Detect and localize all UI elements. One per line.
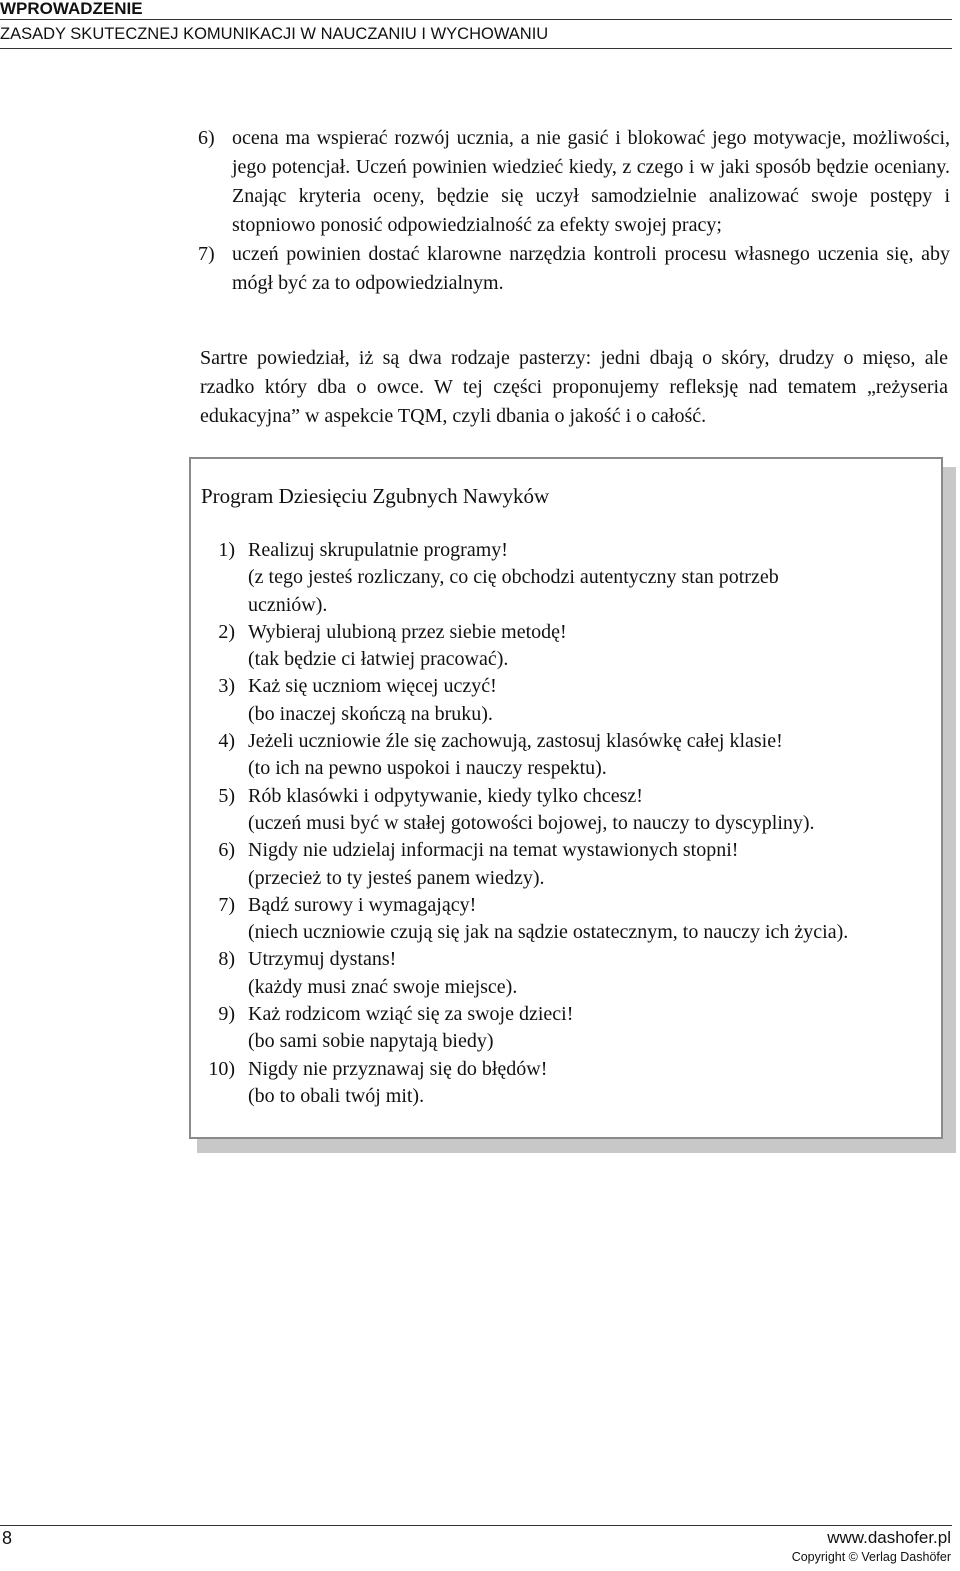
body-paragraph: Sartre powiedział, iż są dwa rodzaje pasterzy: jedni dbają o skóry, drudzy o mięso, ale rzadko który dba o owce. W tej części proponujemy refleksję nad tematem „reżyseria edukacyjna” w aspekcie TQM, czyli dbania o jakość i o całość. — [200, 347, 948, 427]
rule-comment: (z tego jesteś rozliczany, co cię obchodzi autentyczny stan potrzeb — [248, 566, 779, 589]
footer-divider — [0, 1525, 952, 1526]
rule-comment: (uczeń musi być w stałej gotowości bojowej, to nauczy to dyscypliny). — [248, 811, 815, 834]
list-item-text: uczeń powinien dostać klarowne narzędzia kontroli procesu własnego uczenia się, aby mógł być za to odpowiedzialnym. — [232, 243, 950, 294]
list-item-text: ocena ma wspierać rozwój ucznia, a nie gasić i blokować jego motywacje, możliwości, jego potencjał. Uczeń powinien wiedzieć kiedy, z czego i w jaki sposób będzie oceniany. Znając kryteria oceny, będzie się uczył samodzielnie analizować swoje postępy i stopniowo ponosić odpowiedzialność za efekty swojej pracy; — [232, 127, 950, 236]
rule-comment: (to ich na pewno uspokoi i nauczy respektu). — [248, 757, 607, 780]
rule-text: Każ się uczniom więcej uczyć! — [248, 675, 497, 698]
section-header: WPROWADZENIE — [0, 0, 143, 18]
chapter-title: ZASADY SKUTECZNEJ KOMUNIKACJI W NAUCZANIU I WYCHOWANIU — [0, 25, 549, 43]
rule-text: Wybieraj ulubioną przez siebie metodę! — [248, 620, 567, 643]
rule-text: Każ rodzicom wziąć się za swoje dzieci! — [248, 1003, 574, 1026]
header-divider-bottom — [0, 48, 952, 49]
rule-number: 8) — [218, 948, 235, 971]
rule-item — [201, 537, 941, 619]
rule-comment: (bo to obali twój mit). — [248, 1084, 425, 1107]
rule-item — [201, 619, 941, 674]
rule-item — [201, 673, 941, 728]
rule-text: Nigdy nie przyznawaj się do błędów! — [248, 1057, 548, 1080]
list-item-number: 7) — [198, 243, 215, 265]
rule-number: 2) — [218, 620, 235, 643]
rule-item — [201, 946, 941, 1001]
rule-text: Utrzymuj dystans! — [248, 948, 397, 971]
website-url: www.dashofer.pl — [827, 1528, 951, 1547]
rule-text: Jeżeli uczniowie źle się zachowują, zastosuj klasówkę całej klasie! — [248, 730, 783, 753]
rule-comment: (bo inaczej skończą na bruku). — [248, 702, 493, 725]
rule-item — [201, 1056, 941, 1111]
box-title: Program Dziesięciu Zgubnych Nawyków — [201, 484, 550, 508]
copyright-notice: Copyright © Verlag Dashöfer — [791, 1550, 951, 1564]
rule-text: Nigdy nie udzielaj informacji na temat wystawionych stopni! — [248, 839, 739, 862]
list-item — [198, 124, 950, 240]
rule-item — [201, 1001, 941, 1056]
rule-text: Realizuj skrupulatnie programy! — [248, 539, 508, 561]
rule-item — [201, 837, 941, 892]
rule-comment: (tak będzie ci łatwiej pracować). — [248, 648, 509, 671]
rule-comment: (przecież to ty jesteś panem wiedzy). — [248, 866, 545, 889]
rules-list — [201, 537, 941, 1110]
rule-comment: (niech uczniowie czują się jak na sądzie ostatecznym, to nauczy ich życia). — [248, 921, 849, 944]
list-item — [198, 240, 950, 298]
rule-comment: (bo sami sobie napytają biedy) — [248, 1030, 494, 1053]
rule-item — [201, 783, 941, 838]
rule-comment-cont: uczniów). — [248, 593, 328, 616]
rule-number: 6) — [218, 839, 235, 862]
page-number: 8 — [2, 1528, 13, 1548]
rule-number: 1) — [218, 539, 235, 561]
numbered-list — [198, 124, 950, 298]
header-divider — [0, 19, 952, 20]
rule-text: Bądź surowy i wymagający! — [248, 893, 477, 916]
rule-item — [201, 728, 941, 783]
rule-number: 9) — [218, 1003, 235, 1026]
rule-number: 3) — [218, 675, 235, 698]
rule-number: 10) — [208, 1057, 235, 1080]
rule-item — [201, 892, 941, 947]
list-item-number: 6) — [198, 127, 215, 149]
rule-number: 5) — [218, 784, 235, 807]
rule-number: 4) — [218, 730, 235, 753]
rule-text: Rób klasówki i odpytywanie, kiedy tylko chcesz! — [248, 784, 643, 807]
rule-number: 7) — [218, 893, 235, 916]
program-box — [189, 457, 943, 1139]
rule-comment: (każdy musi znać swoje miejsce). — [248, 975, 518, 998]
